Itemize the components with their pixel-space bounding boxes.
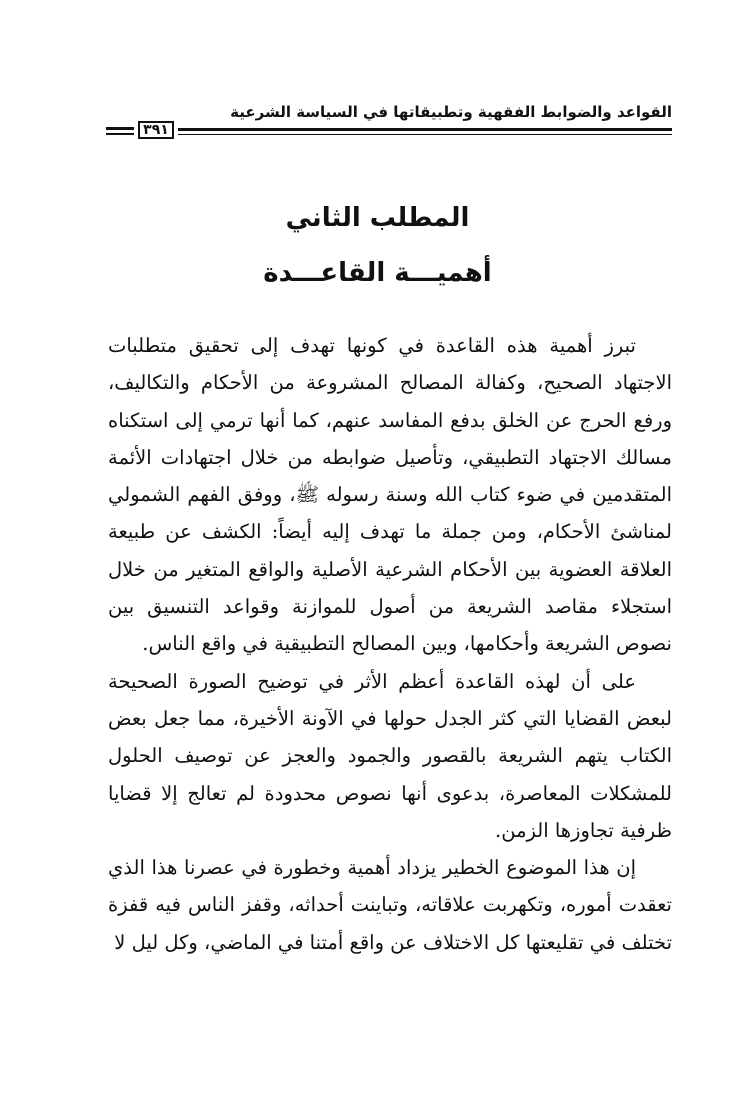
- paragraph: على أن لهذه القاعدة أعظم الأثر في توضيح الصورة الصحيحة لبعض القضايا التي كثر الجدل حولها في الآونة الأخيرة، مما جعل بعض الكتاب يتهم الشريعة بالقصور والجمود والعجز عن توصيف الحلول للمشكلات المعاصرة، بدعوى أنها نصوص محدودة لم تعالج إلا قضايا ظرفية تجاوزها الزمن.: [108, 669, 672, 842]
- paragraph: إن هذا الموضوع الخطير يزداد أهمية وخطورة في عصرنا هذا الذي تعقدت أموره، وتكهربت علاقاته، وتباينت أحداثه، وقفز الناس فيه قفزة تختلف في تقليعتها كل الاختلاف عن واقع أمتنا في الماضي، وكل ليل لا: [108, 856, 672, 954]
- running-title: القواعد والضوابط الفقهية وتطبيقاتها في السياسة الشرعية: [230, 103, 672, 121]
- paragraph: تبرز أهمية هذه القاعدة في كونها تهدف إلى تحقيق متطلبات الاجتهاد الصحيح، وكفالة المصالح المشروعة من الأحكام والتكاليف، ورفع الحرج عن الخلق بدفع المفاسد عنهم، كما أنها ترمي إلى استكناه مسالك الاجتهاد التطبيقي، وتأصيل ضوابطه من خلال اجتهادات الأئمة المتقدمين في ضوء كتاب الله وسنة رسوله ﷺ، ووفق الفهم الشمولي لمناشئ الأحكام، ومن جملة ما تهدف إليه أيضاً: الكشف عن طبيعة العلاقة العضوية بين الأحكام الشرعية الأصلية والواقع المتغير من خلال استجلاء مقاصد الشريعة من أصول للموازنة وقواعد التنسيق بين نصوص الشريعة وأحكامها، وبين المصالح التطبيقية في واقع الناس.: [108, 334, 672, 656]
- section-title: أهميـــة القاعـــدة: [263, 258, 492, 288]
- running-header: [100, 100, 672, 140]
- page-number-dash: [106, 133, 134, 135]
- page-number-dash: [106, 127, 134, 130]
- header-rule-thick: [178, 128, 672, 131]
- section-heading: المطلب الثاني: [285, 203, 470, 233]
- page-number: ٣٩١: [138, 121, 174, 139]
- header-rule-thin: [178, 134, 672, 135]
- body-text: [108, 327, 672, 961]
